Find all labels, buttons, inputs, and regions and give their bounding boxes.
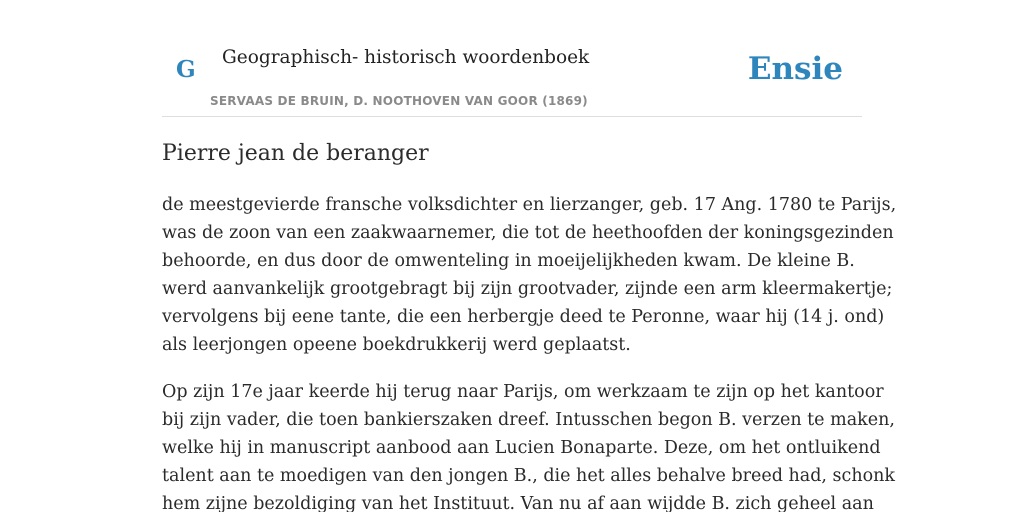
article-paragraph — [162, 191, 897, 359]
text-line: als leerjongen opeene boekdrukkerij werd geplaatst. — [162, 335, 631, 355]
dictionary-header — [162, 0, 862, 117]
dictionary-authors: SERVAAS DE BRUIN, D. NOOTHOVEN VAN GOOR (1869) — [210, 94, 588, 108]
text-line: hem zijne bezoldiging van het Instituut. Van nu af aan wijdde B. zich geheel aan — [162, 494, 874, 512]
article — [162, 138, 897, 512]
text-line: was de zoon van een zaakwaarnemer, die tot de heethoofden der koningsgezinden — [162, 223, 894, 243]
text-line: talent aan te moedigen van den jongen B., die het alles behalve breed had, schonk — [162, 466, 896, 486]
text-line: werd aanvankelijk grootgebragt bij zijn grootvader, zijnde een arm kleermakertje; — [162, 279, 893, 299]
article-body — [162, 191, 897, 512]
dictionary-letter-badge[interactable]: G — [176, 56, 196, 83]
entry-title: Pierre jean de beranger — [162, 141, 429, 166]
text-line: vervolgens bij eene tante, die een herbergje deed te Peronne, waar hij (14 j. ond) — [162, 307, 885, 327]
text-line: de meestgevierde fransche volksdichter en lierzanger, geb. 17 Ang. 1780 te Parijs, — [162, 195, 897, 215]
text-line: Op zijn 17e jaar keerde hij terug naar Parijs, om werkzaam te zijn op het kantoor — [162, 382, 884, 402]
article-paragraph — [162, 378, 896, 512]
text-line: bij zijn vader, die toen bankierszaken dreef. Intusschen begon B. verzen te maken, — [162, 410, 895, 430]
dictionary-title-link[interactable]: Geographisch- historisch woordenboek — [222, 47, 590, 68]
text-line: welke hij in manuscript aanbood aan Lucien Bonaparte. Deze, om het ontluikend — [162, 438, 881, 458]
ensie-logo[interactable]: Ensie — [747, 51, 843, 87]
text-line: behoorde, en dus door de omwenteling in moeijelijkheden kwam. De kleine B. — [162, 251, 855, 271]
